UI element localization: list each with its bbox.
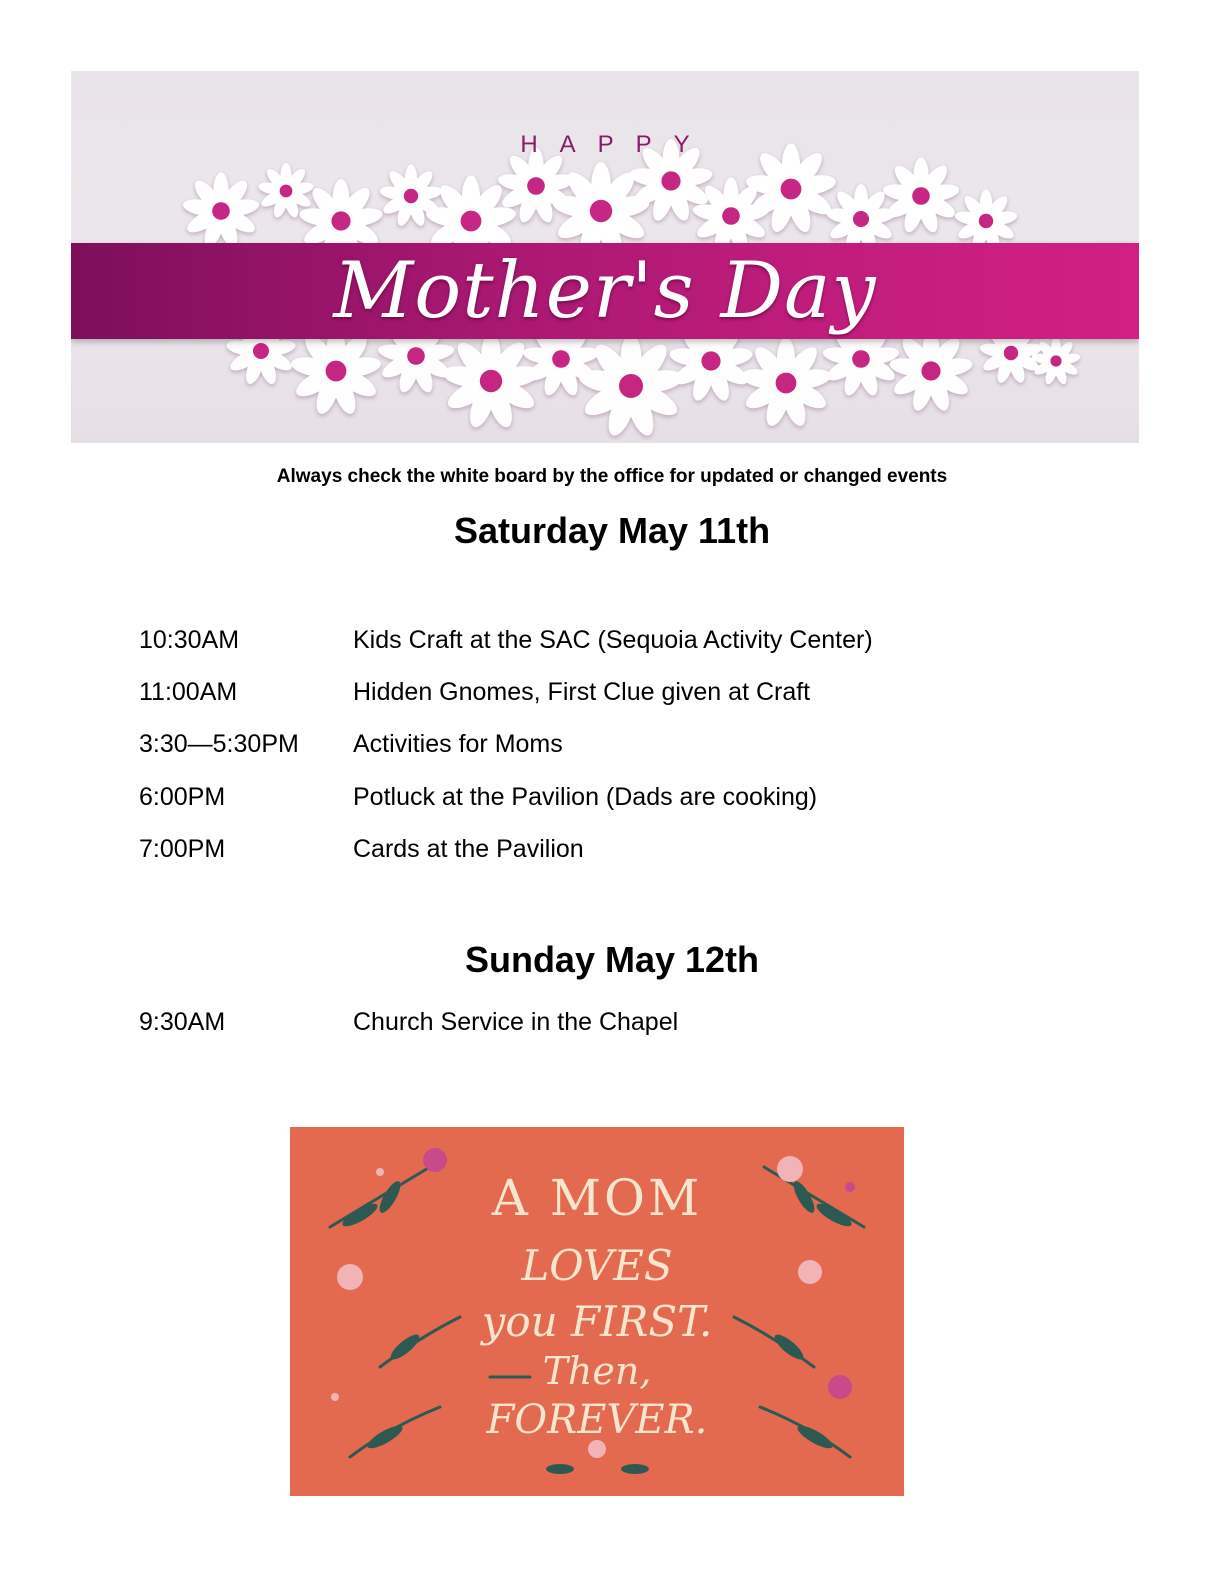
card-line-3: you FIRST. [481, 1297, 713, 1346]
mom-quote-card [290, 1127, 904, 1496]
event-time: 10:30AM [139, 626, 240, 654]
whiteboard-notice: Always check the white board by the office for updated or changed events [276, 466, 948, 487]
event-time: 11:00AM [139, 678, 238, 706]
saturday-heading: Saturday May 11th [453, 510, 771, 551]
sunday-heading: Sunday May 12th [464, 939, 760, 980]
event-description: Kids Craft at the SAC (Sequoia Activity Center) [353, 626, 873, 654]
card-line-5: FOREVER. [486, 1397, 708, 1443]
schedule-row [139, 626, 1039, 656]
event-time: 9:30AM [139, 1008, 226, 1036]
mothers-day-banner [71, 71, 1139, 443]
schedule-row [139, 1008, 1039, 1038]
event-time: 6:00PM [139, 783, 226, 811]
schedule-row [139, 730, 1039, 760]
schedule-row [139, 678, 1039, 708]
card-line-1: A MOM [491, 1169, 703, 1227]
event-time: 3:30—5:30PM [139, 730, 299, 758]
event-description: Hidden Gnomes, First Clue given at Craft [353, 678, 811, 706]
event-time: 7:00PM [139, 835, 226, 863]
card-line-2: LOVES [521, 1241, 673, 1290]
event-description: Cards at the Pavilion [353, 835, 584, 863]
schedule-row [139, 835, 1039, 865]
banner-happy-text: HAPPY [520, 131, 712, 158]
event-description: Potluck at the Pavilion (Dads are cooking) [353, 783, 818, 811]
event-description: Activities for Moms [353, 730, 563, 758]
schedule-row [139, 783, 1039, 813]
event-description: Church Service in the Chapel [353, 1008, 679, 1036]
banner-title: Mother's Day [333, 246, 877, 336]
card-line-4: Then, [542, 1349, 652, 1393]
